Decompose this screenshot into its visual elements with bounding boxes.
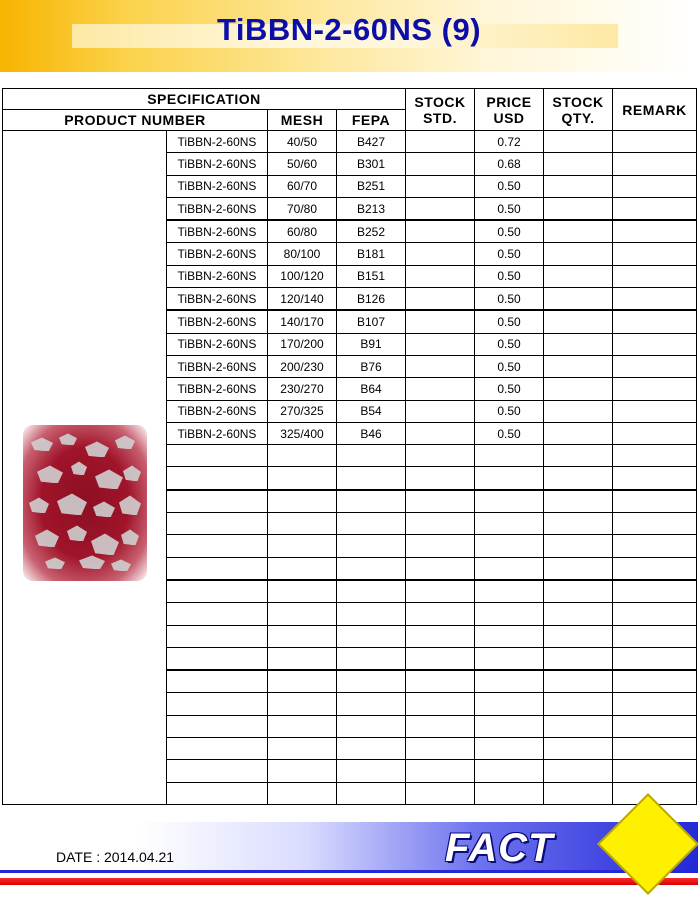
remark-cell: [613, 355, 697, 377]
fepa-cell: [337, 670, 406, 693]
product-number-cell: [167, 647, 268, 670]
crystal-glint: [95, 469, 123, 489]
price-cell: 0.50: [475, 355, 544, 377]
product-number-cell: [167, 715, 268, 737]
price-cell: 0.50: [475, 378, 544, 400]
fepa-cell: [337, 738, 406, 760]
stock-qty-header-line2: QTY.: [561, 109, 595, 126]
remark-cell: [613, 625, 697, 647]
crystal-glint: [59, 433, 77, 445]
product-number-cell: TiBBN-2-60NS: [167, 243, 268, 265]
fepa-cell: B91: [337, 333, 406, 355]
product-number-cell: TiBBN-2-60NS: [167, 220, 268, 243]
fepa-cell: B107: [337, 310, 406, 333]
product-number-cell: TiBBN-2-60NS: [167, 355, 268, 377]
product-number-cell: [167, 670, 268, 693]
price-cell: [475, 445, 544, 467]
stock-std-cell: [406, 288, 475, 311]
fepa-cell: [337, 647, 406, 670]
stock-std-cell: [406, 153, 475, 175]
price-usd-header-line1: PRICE: [486, 93, 532, 110]
mesh-cell: [268, 490, 337, 513]
remark-cell: [613, 131, 697, 153]
mesh-cell: 170/200: [268, 333, 337, 355]
stock-std-cell: [406, 513, 475, 535]
fepa-header: FEPA: [337, 110, 406, 131]
fepa-cell: B76: [337, 355, 406, 377]
mesh-cell: 80/100: [268, 243, 337, 265]
mesh-cell: 120/140: [268, 288, 337, 311]
crystal-glint: [121, 529, 139, 545]
stock-std-cell: [406, 557, 475, 580]
price-cell: [475, 467, 544, 490]
stock-qty-cell: [544, 760, 613, 782]
stock-qty-header-line1: STOCK: [552, 93, 604, 110]
stock-qty-cell: [544, 355, 613, 377]
crystal-glint: [111, 559, 131, 571]
product-number-header: PRODUCT NUMBER: [3, 110, 268, 131]
crystal-glint: [115, 435, 135, 449]
price-cell: 0.50: [475, 175, 544, 197]
footer-red-line: [0, 878, 698, 885]
table-body: [3, 131, 697, 805]
page-title: TiBBN-2-60NS (9): [216, 12, 482, 47]
price-cell: 0.50: [475, 310, 544, 333]
remark-cell: [613, 603, 697, 625]
mesh-cell: [268, 557, 337, 580]
mesh-cell: 200/230: [268, 355, 337, 377]
remark-cell: [613, 580, 697, 603]
price-usd-header-line2: USD: [493, 109, 525, 126]
mesh-cell: [268, 580, 337, 603]
product-number-cell: [167, 467, 268, 490]
product-number-cell: TiBBN-2-60NS: [167, 131, 268, 153]
stock-qty-cell: [544, 400, 613, 422]
stock-std-cell: [406, 603, 475, 625]
fepa-cell: [337, 625, 406, 647]
table-row: [3, 131, 697, 153]
fepa-cell: [337, 535, 406, 557]
remark-cell: [613, 445, 697, 467]
price-cell: [475, 513, 544, 535]
stock-qty-cell: [544, 333, 613, 355]
mesh-cell: [268, 467, 337, 490]
price-cell: [475, 670, 544, 693]
mesh-cell: [268, 738, 337, 760]
product-number-cell: TiBBN-2-60NS: [167, 197, 268, 220]
stock-std-cell: [406, 243, 475, 265]
mesh-cell: [268, 715, 337, 737]
stock-std-cell: [406, 715, 475, 737]
product-number-cell: TiBBN-2-60NS: [167, 310, 268, 333]
crystal-glint: [123, 465, 141, 481]
product-number-cell: TiBBN-2-60NS: [167, 265, 268, 287]
product-number-cell: TiBBN-2-60NS: [167, 422, 268, 444]
mesh-cell: 100/120: [268, 265, 337, 287]
remark-cell: [613, 535, 697, 557]
remark-cell: [613, 490, 697, 513]
stock-std-cell: [406, 378, 475, 400]
crystal-glint: [79, 555, 105, 569]
remark-cell: [613, 557, 697, 580]
fepa-cell: [337, 467, 406, 490]
price-cell: 0.50: [475, 288, 544, 311]
crystal-glint: [93, 501, 115, 517]
crystal-glint: [37, 465, 63, 483]
mesh-cell: 60/80: [268, 220, 337, 243]
remark-cell: [613, 333, 697, 355]
crystal-glint: [35, 529, 59, 547]
stock-std-header: [406, 89, 475, 131]
stock-qty-cell: [544, 310, 613, 333]
mesh-cell: 140/170: [268, 310, 337, 333]
remark-cell: [613, 647, 697, 670]
crystal-glint: [57, 493, 87, 515]
stock-std-cell: [406, 445, 475, 467]
stock-qty-cell: [544, 131, 613, 153]
fepa-cell: B252: [337, 220, 406, 243]
stock-qty-cell: [544, 625, 613, 647]
fepa-cell: B301: [337, 153, 406, 175]
crystal-glint: [67, 525, 87, 541]
stock-qty-cell: [544, 197, 613, 220]
stock-qty-cell: [544, 647, 613, 670]
product-number-cell: [167, 738, 268, 760]
price-cell: [475, 580, 544, 603]
remark-cell: [613, 288, 697, 311]
fepa-cell: [337, 760, 406, 782]
mesh-cell: 70/80: [268, 197, 337, 220]
price-cell: 0.72: [475, 131, 544, 153]
fepa-cell: B213: [337, 197, 406, 220]
stock-qty-cell: [544, 580, 613, 603]
stock-qty-cell: [544, 603, 613, 625]
stock-std-cell: [406, 220, 475, 243]
mesh-cell: [268, 647, 337, 670]
mesh-cell: [268, 603, 337, 625]
stock-std-cell: [406, 333, 475, 355]
stock-qty-cell: [544, 175, 613, 197]
remark-cell: [613, 693, 697, 715]
product-number-cell: [167, 603, 268, 625]
mesh-cell: 50/60: [268, 153, 337, 175]
stock-qty-cell: [544, 422, 613, 444]
product-number-cell: TiBBN-2-60NS: [167, 175, 268, 197]
price-cell: 0.50: [475, 197, 544, 220]
stock-qty-cell: [544, 693, 613, 715]
cbn-crystal-image: [23, 425, 147, 581]
price-cell: [475, 715, 544, 737]
stock-qty-cell: [544, 715, 613, 737]
product-number-cell: [167, 535, 268, 557]
stock-qty-cell: [544, 490, 613, 513]
stock-qty-cell: [544, 153, 613, 175]
stock-std-cell: [406, 197, 475, 220]
product-number-cell: TiBBN-2-60NS: [167, 288, 268, 311]
remark-cell: [613, 378, 697, 400]
price-usd-header: [475, 89, 544, 131]
fepa-cell: [337, 603, 406, 625]
crystal-glint: [71, 461, 87, 475]
remark-cell: [613, 243, 697, 265]
product-number-cell: [167, 445, 268, 467]
price-cell: [475, 625, 544, 647]
fepa-cell: B427: [337, 131, 406, 153]
price-cell: [475, 693, 544, 715]
stock-qty-cell: [544, 445, 613, 467]
fepa-cell: [337, 580, 406, 603]
crystal-glint: [119, 495, 141, 515]
remark-cell: [613, 760, 697, 782]
remark-cell: [613, 265, 697, 287]
stock-std-cell: [406, 625, 475, 647]
stock-qty-cell: [544, 265, 613, 287]
stock-qty-cell: [544, 513, 613, 535]
stock-qty-cell: [544, 467, 613, 490]
stock-qty-cell: [544, 738, 613, 760]
fepa-cell: B64: [337, 378, 406, 400]
fepa-cell: [337, 513, 406, 535]
mesh-cell: [268, 445, 337, 467]
mesh-cell: [268, 513, 337, 535]
mesh-cell: 60/70: [268, 175, 337, 197]
crystal-glint: [29, 497, 49, 513]
product-number-cell: TiBBN-2-60NS: [167, 153, 268, 175]
price-cell: 0.50: [475, 243, 544, 265]
stock-std-cell: [406, 535, 475, 557]
stock-std-header-line1: STOCK: [414, 93, 466, 110]
mesh-cell: [268, 670, 337, 693]
stock-std-cell: [406, 670, 475, 693]
remark-cell: [613, 513, 697, 535]
product-number-cell: TiBBN-2-60NS: [167, 333, 268, 355]
remark-cell: [613, 670, 697, 693]
crystal-glint: [45, 557, 65, 569]
price-cell: [475, 490, 544, 513]
fepa-cell: [337, 693, 406, 715]
fepa-cell: [337, 445, 406, 467]
stock-qty-cell: [544, 220, 613, 243]
price-cell: [475, 557, 544, 580]
product-image-cell: [3, 131, 167, 805]
stock-std-cell: [406, 490, 475, 513]
stock-std-cell: [406, 400, 475, 422]
mesh-cell: [268, 760, 337, 782]
specification-table: [2, 88, 697, 805]
price-cell: 0.50: [475, 333, 544, 355]
remark-cell: [613, 175, 697, 197]
price-cell: [475, 535, 544, 557]
fepa-cell: B181: [337, 243, 406, 265]
footer-blue-line: [0, 870, 698, 873]
fepa-cell: B54: [337, 400, 406, 422]
mesh-cell: [268, 782, 337, 804]
specification-header: SPECIFICATION: [3, 89, 406, 110]
fepa-cell: [337, 715, 406, 737]
remark-cell: [613, 738, 697, 760]
stock-std-cell: [406, 422, 475, 444]
remark-cell: [613, 715, 697, 737]
product-number-cell: [167, 625, 268, 647]
stock-qty-cell: [544, 288, 613, 311]
product-number-cell: [167, 760, 268, 782]
date-label: DATE : 2014.04.21: [56, 849, 175, 865]
mesh-cell: [268, 535, 337, 557]
mesh-cell: 40/50: [268, 131, 337, 153]
remark-cell: [613, 153, 697, 175]
crystal-glint: [31, 437, 53, 451]
mesh-cell: [268, 625, 337, 647]
mesh-header: MESH: [268, 110, 337, 131]
stock-std-cell: [406, 738, 475, 760]
price-cell: [475, 647, 544, 670]
fepa-cell: [337, 557, 406, 580]
stock-qty-cell: [544, 557, 613, 580]
stock-qty-cell: [544, 243, 613, 265]
price-cell: [475, 760, 544, 782]
remark-cell: [613, 400, 697, 422]
product-number-cell: [167, 513, 268, 535]
stock-std-cell: [406, 760, 475, 782]
crystal-glint: [85, 441, 109, 457]
remark-cell: [613, 220, 697, 243]
product-number-cell: TiBBN-2-60NS: [167, 378, 268, 400]
stock-qty-header: [544, 89, 613, 131]
stock-std-header-line2: STD.: [423, 109, 457, 126]
stock-std-cell: [406, 467, 475, 490]
product-number-cell: [167, 490, 268, 513]
price-cell: [475, 782, 544, 804]
remark-cell: [613, 422, 697, 444]
header-band: [0, 0, 698, 72]
product-number-cell: [167, 580, 268, 603]
stock-std-cell: [406, 355, 475, 377]
price-cell: 0.50: [475, 400, 544, 422]
product-number-cell: [167, 693, 268, 715]
stock-std-cell: [406, 310, 475, 333]
stock-qty-cell: [544, 535, 613, 557]
product-number-cell: [167, 782, 268, 804]
price-cell: 0.50: [475, 220, 544, 243]
fepa-cell: B251: [337, 175, 406, 197]
stock-std-cell: [406, 782, 475, 804]
stock-std-cell: [406, 580, 475, 603]
stock-std-cell: [406, 647, 475, 670]
stock-std-cell: [406, 175, 475, 197]
fact-logo: FACT: [445, 826, 554, 870]
fepa-cell: [337, 490, 406, 513]
stock-std-cell: [406, 265, 475, 287]
fepa-cell: B126: [337, 288, 406, 311]
stock-qty-cell: [544, 378, 613, 400]
price-cell: 0.50: [475, 422, 544, 444]
mesh-cell: 325/400: [268, 422, 337, 444]
fepa-cell: B46: [337, 422, 406, 444]
stock-qty-cell: [544, 782, 613, 804]
price-cell: [475, 603, 544, 625]
mesh-cell: 270/325: [268, 400, 337, 422]
mesh-cell: [268, 693, 337, 715]
stock-std-cell: [406, 131, 475, 153]
remark-cell: [613, 310, 697, 333]
price-cell: 0.68: [475, 153, 544, 175]
fepa-cell: B151: [337, 265, 406, 287]
stock-std-cell: [406, 693, 475, 715]
price-cell: [475, 738, 544, 760]
crystal-glint: [91, 533, 119, 555]
remark-header: REMARK: [613, 89, 697, 131]
product-number-cell: [167, 557, 268, 580]
price-cell: 0.50: [475, 265, 544, 287]
fepa-cell: [337, 782, 406, 804]
product-number-cell: TiBBN-2-60NS: [167, 400, 268, 422]
stock-qty-cell: [544, 670, 613, 693]
remark-cell: [613, 197, 697, 220]
remark-cell: [613, 467, 697, 490]
mesh-cell: 230/270: [268, 378, 337, 400]
